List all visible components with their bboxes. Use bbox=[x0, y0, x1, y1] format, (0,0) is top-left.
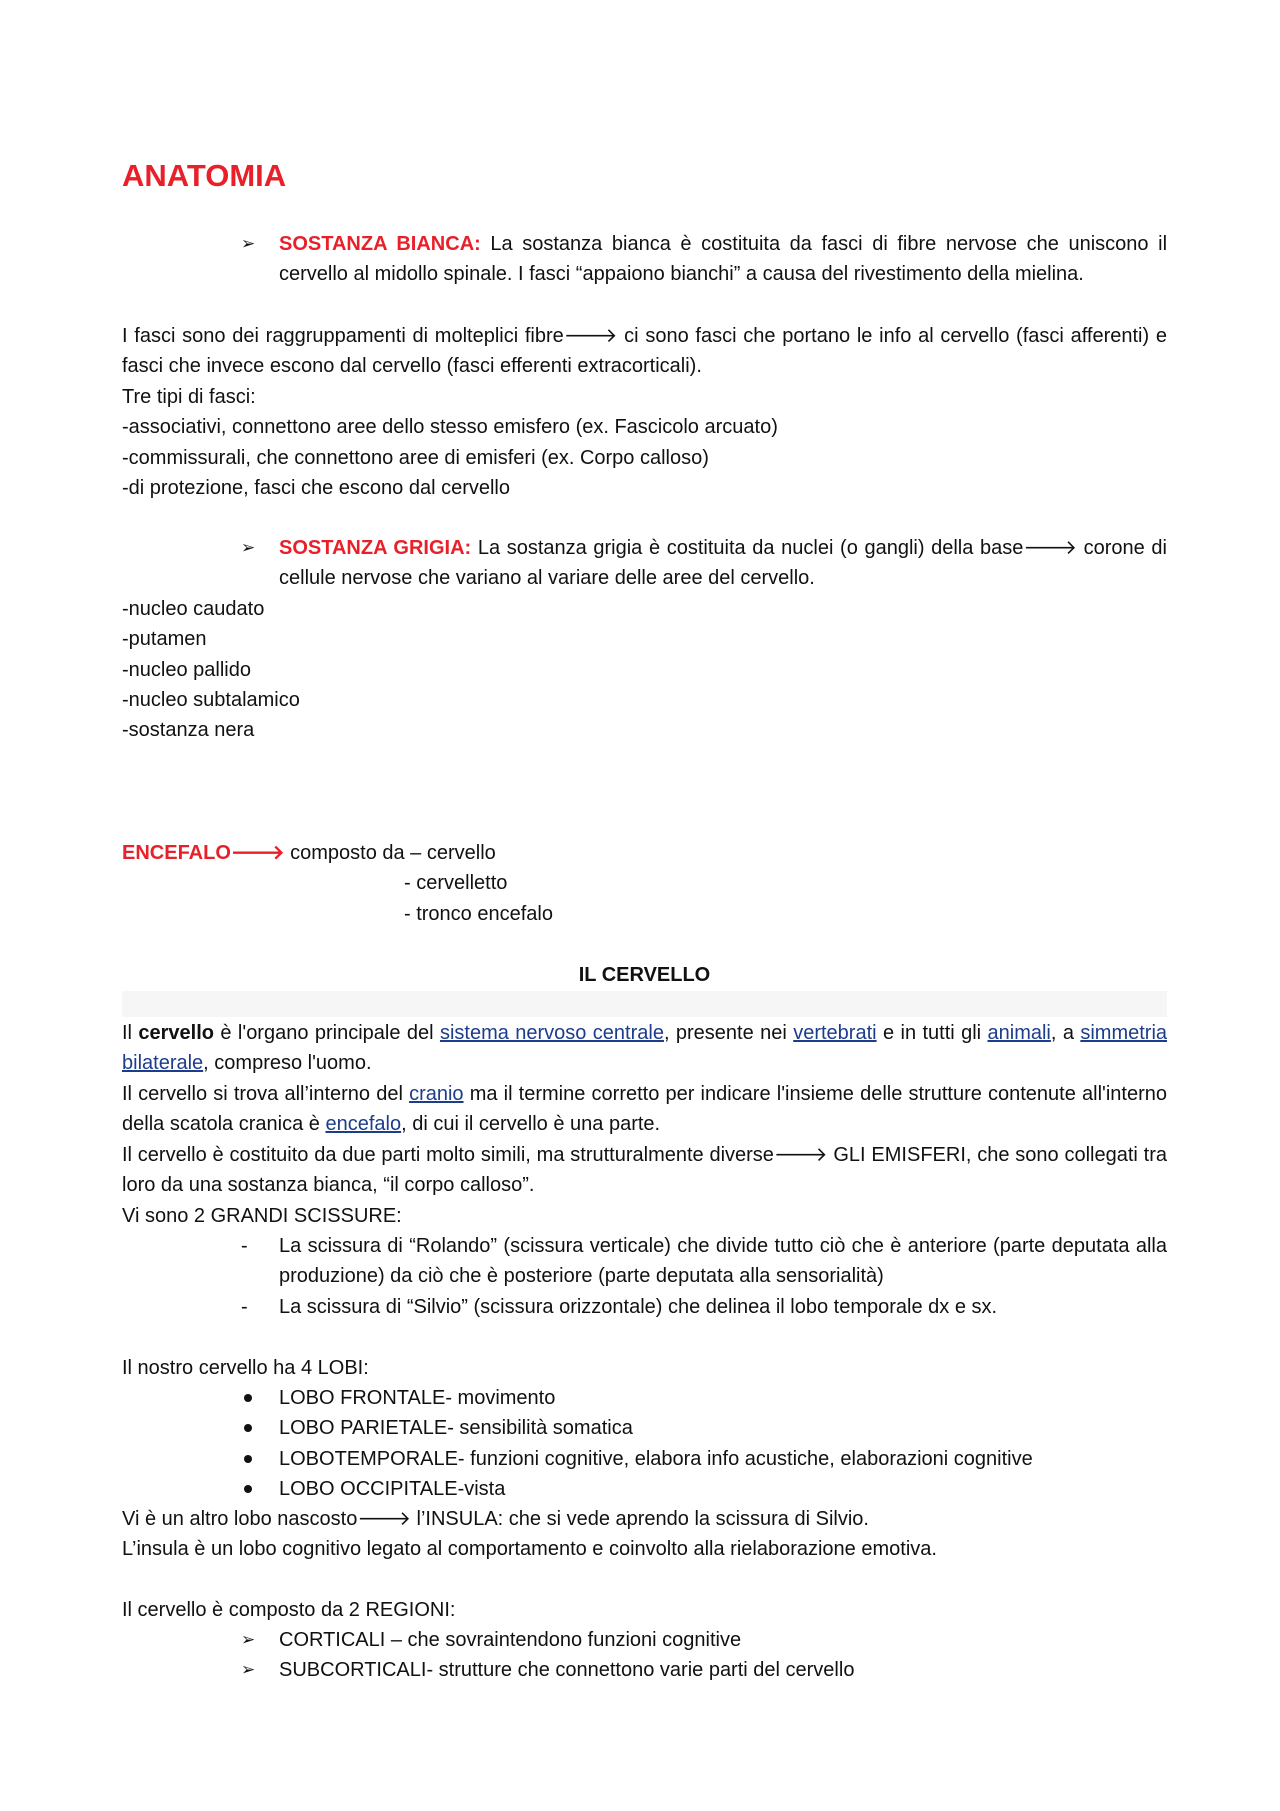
paragraph-cervello-definizione bbox=[122, 1018, 1167, 1079]
text-line: L’insula è un lobo cognitivo legato al comportamento e coinvolto alla rielaborazione emotiva. bbox=[122, 1538, 937, 1561]
link-animali[interactable]: animali bbox=[987, 1022, 1051, 1044]
bullet-icon bbox=[244, 1485, 252, 1493]
list-item-text: CORTICALI – che sovraintendono funzioni cognitive bbox=[279, 1629, 742, 1651]
list-item bbox=[122, 1292, 1167, 1322]
list-item: -nucleo caudato bbox=[122, 598, 265, 620]
list-item bbox=[122, 1655, 1167, 1685]
paragraph-emisferi: Il cervello è costituito da due parti molto simili, ma strutturalmente diverse🡒 GLI EMISFERI, che sono collegati tra loro da una sostanza bianca, “il corpo calloso”. bbox=[122, 1144, 1167, 1197]
list-item bbox=[122, 1625, 1167, 1655]
section-text: La sostanza bianca è costituita da fasci di fibre nervose che uniscono il cervello al midollo spinale. I fasci “appaiono bianchi” a causa del rivestimento della mielina. bbox=[279, 233, 1168, 286]
text-run: , a bbox=[1050, 1022, 1081, 1044]
encefalo-line: - tronco encefalo bbox=[404, 902, 553, 925]
text-run: Il bbox=[122, 1022, 139, 1044]
list-item: -nucleo subtalamico bbox=[122, 688, 300, 711]
section-sostanza-grigia bbox=[241, 533, 1167, 594]
encefalo-label: ENCEFALO bbox=[122, 842, 231, 864]
text-run: è l'organo principale del bbox=[214, 1022, 440, 1044]
list-item: Tre tipi di fasci: bbox=[122, 386, 256, 408]
arrow-bullet-icon: ➢ bbox=[241, 538, 256, 557]
list-item: -commissurali, che connettono aree di emisferi (ex. Corpo calloso) bbox=[122, 446, 709, 469]
text-run: , compreso l'uomo. bbox=[203, 1052, 372, 1075]
bullet-icon bbox=[244, 1394, 252, 1402]
list-nuclei bbox=[122, 594, 1167, 745]
list-item bbox=[122, 1231, 1167, 1292]
page-title: ANATOMIA bbox=[122, 158, 287, 193]
link-cranio[interactable]: cranio bbox=[409, 1083, 464, 1105]
shaded-divider bbox=[122, 991, 1167, 1017]
paragraph-scissure-intro: Vi sono 2 GRANDI SCISSURE: bbox=[122, 1205, 402, 1227]
encefalo-block bbox=[122, 838, 1167, 929]
dash-marker: - bbox=[241, 1235, 248, 1257]
arrow-bullet-icon: ➢ bbox=[241, 1630, 256, 1649]
list-item-text: SUBCORTICALI- strutture che connettono varie parti del cervello bbox=[279, 1659, 855, 1682]
list-item-text: La scissura di “Rolando” (scissura verticale) che divide tutto ciò che è anteriore (parte deputata alla produzione) da ciò che è posteriore (parte deputata alla sensorialità) bbox=[279, 1235, 1167, 1288]
list-item-text: LOBO OCCIPITALE-vista bbox=[279, 1477, 506, 1500]
text-run: ma il termine corretto per indicare l'insieme delle strutture contenute all'interno della scatola cranica è bbox=[122, 1083, 1167, 1136]
list-item-text: LOBO PARIETALE- sensibilità somatica bbox=[279, 1417, 633, 1440]
arrow-bullet-icon: ➢ bbox=[241, 1660, 256, 1680]
list-regioni bbox=[122, 1625, 1167, 1686]
paragraph-fasci: I fasci sono dei raggruppamenti di molteplici fibre🡒 ci sono fasci che portano le info al cervello (fasci afferenti) e fasci che invece escono dal cervello (fasci efferenti extracorticali). bbox=[122, 325, 1167, 378]
link-sistema-nervoso-centrale[interactable]: sistema nervoso centrale bbox=[439, 1022, 664, 1044]
list-scissure bbox=[122, 1231, 1167, 1322]
text-run: e in tutti gli bbox=[876, 1022, 988, 1044]
dash-marker: - bbox=[241, 1295, 248, 1318]
encefalo-line: - cervelletto bbox=[404, 872, 508, 895]
list-item-text: LOBOTEMPORALE- funzioni cognitive, elabora info acustiche, elaborazioni cognitive bbox=[279, 1447, 1033, 1470]
link-vertebrati[interactable]: vertebrati bbox=[793, 1022, 877, 1044]
list-item bbox=[122, 1413, 1167, 1443]
section-heading-text: IL CERVELLO bbox=[578, 964, 711, 986]
encefalo-line: composto da – cervello bbox=[284, 842, 496, 864]
list-item bbox=[122, 1474, 1167, 1504]
list-item-text: LOBO FRONTALE- movimento bbox=[279, 1387, 556, 1409]
bullet-icon bbox=[244, 1455, 252, 1463]
list-lobi bbox=[122, 1383, 1167, 1504]
link-simmetria-bilaterale[interactable]: simmetria bilaterale bbox=[122, 1022, 1168, 1075]
paragraph-lobi-intro: Il nostro cervello ha 4 LOBI: bbox=[122, 1357, 369, 1379]
bullet-icon bbox=[244, 1424, 252, 1432]
text-run: Il cervello si trova all’interno del bbox=[122, 1083, 410, 1105]
list-item: -nucleo pallido bbox=[122, 658, 251, 681]
text-run: , di cui il cervello è una parte. bbox=[401, 1113, 661, 1136]
section-label: SOSTANZA GRIGIA: bbox=[279, 537, 472, 559]
text-line: Vi è un altro lobo nascosto🡒 l’INSULA: che si vede aprendo la scissura di Silvio. bbox=[122, 1508, 869, 1530]
right-arrow-icon: 🡒 bbox=[230, 842, 285, 864]
paragraph-insula bbox=[122, 1504, 1167, 1565]
list-item bbox=[122, 1383, 1167, 1413]
section-heading bbox=[122, 960, 1167, 990]
text-bold: cervello bbox=[138, 1022, 215, 1044]
list-item bbox=[122, 1444, 1167, 1474]
list-item: -putamen bbox=[122, 628, 207, 651]
section-text: La sostanza grigia è costituita da nuclei (o gangli) della base🡒 corone di cellule nervose che variano al variare delle aree del cervello. bbox=[279, 537, 1167, 590]
text-run: , presente nei bbox=[663, 1022, 794, 1044]
link-encefalo[interactable]: encefalo bbox=[325, 1113, 402, 1136]
paragraph-regioni-intro: Il cervello è composto da 2 REGIONI: bbox=[122, 1599, 456, 1621]
list-item: -sostanza nera bbox=[122, 719, 255, 742]
paragraph-cranio bbox=[122, 1079, 1167, 1140]
list-item: -associativi, connettono aree dello stesso emisfero (ex. Fascicolo arcuato) bbox=[122, 416, 778, 439]
section-label: SOSTANZA BIANCA: bbox=[279, 233, 481, 255]
arrow-bullet-icon: ➢ bbox=[241, 234, 256, 253]
list-tipi-fasci bbox=[122, 382, 1167, 503]
list-item-text: La scissura di “Silvio” (scissura orizzontale) che delinea il lobo temporale dx e sx. bbox=[279, 1295, 998, 1318]
list-item: -di protezione, fasci che escono dal cervello bbox=[122, 476, 510, 499]
section-sostanza-bianca bbox=[241, 229, 1168, 290]
